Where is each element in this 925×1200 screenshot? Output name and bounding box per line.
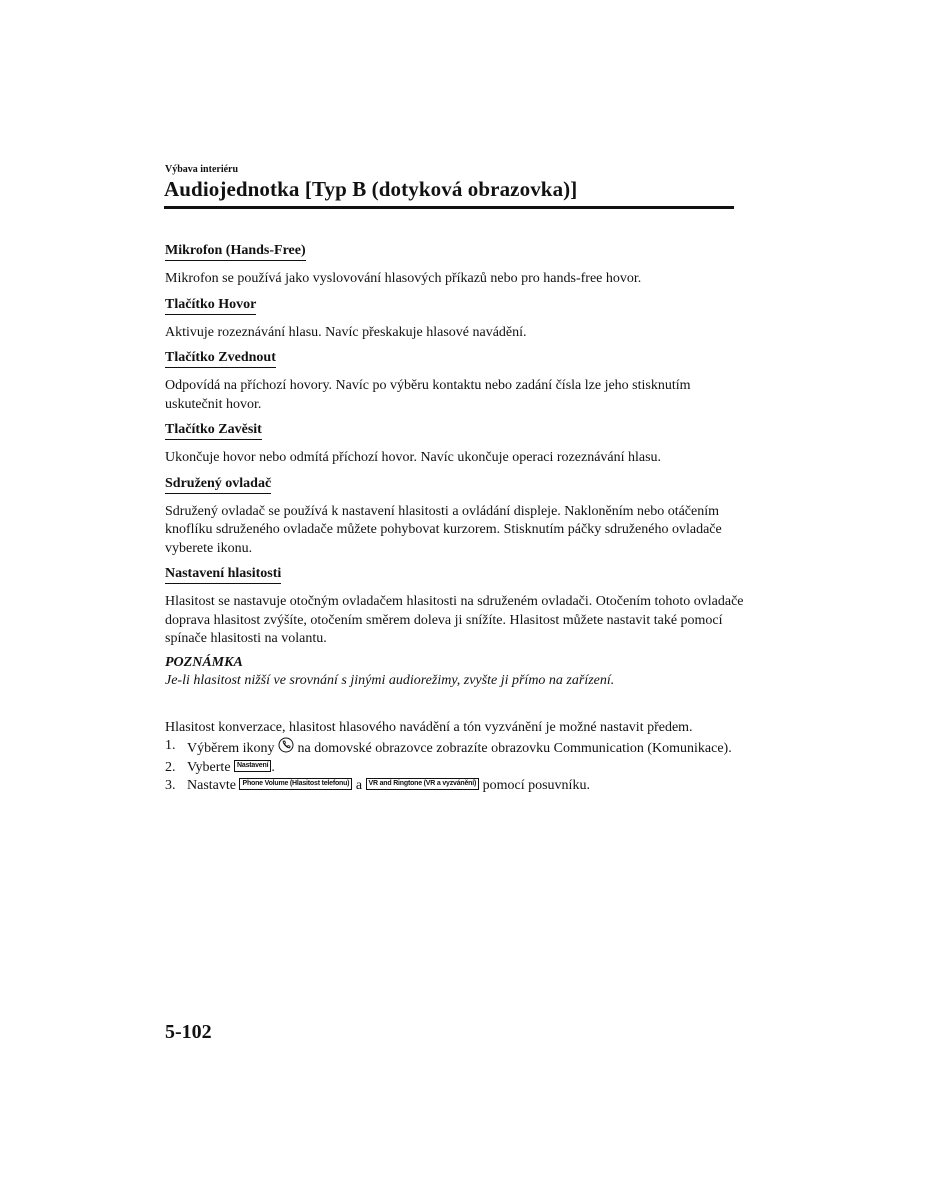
settings-button[interactable]: Nastavení xyxy=(234,760,271,772)
page-number: 5-102 xyxy=(165,1021,212,1043)
section-text: Odpovídá na příchozí hovory. Navíc po výběru kontaktu nebo zadání čísla lze jeho stisknutím uskutečnit hovor. xyxy=(165,378,691,412)
section-heading: Tlačítko Zvednout xyxy=(165,350,276,368)
section-text: Mikrofon se používá jako vyslovování hlasových příkazů nebo pro hands-free hovor. xyxy=(165,271,642,286)
section-hangup-button xyxy=(165,421,745,468)
intro-text: Hlasitost konverzace, hlasitost hlasového navádění a tón vyzvánění je možné nastavit předem. xyxy=(165,719,693,735)
phone-icon xyxy=(278,737,294,753)
section-text: Aktivuje rozeznávání hlasu. Navíc přeskakuje hlasové navádění. xyxy=(165,324,527,340)
step-text: Vyberte xyxy=(187,759,235,775)
vr-ringtone-button[interactable]: VR and Ringtone (VR a vyzvánění) xyxy=(366,778,480,790)
phone-volume-button[interactable]: Phone Volume (Hlasitost telefonu) xyxy=(239,778,352,790)
content-body xyxy=(165,242,745,796)
section-heading: Mikrofon (Hands-Free) xyxy=(165,243,306,261)
list-item xyxy=(165,737,745,759)
section-text: Ukončuje hovor nebo odmítá příchozí hovor. Navíc ukončuje operaci rozeznávání hlasu. xyxy=(165,450,662,465)
section-talk-button xyxy=(165,296,745,343)
title-rule xyxy=(164,206,734,209)
section-heading: Nastavení hlasitosti xyxy=(165,566,281,584)
section-pickup-button xyxy=(165,349,745,414)
step-number: 2. xyxy=(165,759,176,775)
section-heading: Sdružený ovladač xyxy=(165,476,271,494)
list-item xyxy=(165,777,745,796)
section-volume xyxy=(165,565,745,649)
step-text: na domovské obrazovce zobrazíte obrazovku Communication (Komunikace). xyxy=(293,741,732,756)
chapter-label: Výbava interiéru xyxy=(165,164,239,175)
section-text: Hlasitost se nastavuje otočným ovladačem hlasitosti na sdruženém ovladači. Otočením tohoto ovladače doprava hlasitost zvýšíte, otočením směrem doleva ji snížíte. Hlasitost můžete nastavit také pomocí spínače hlasitosti na volantu. xyxy=(165,594,744,646)
section-text: Sdružený ovladač se používá k nastavení hlasitosti a ovládání displeje. Nakloněním nebo otáčením knoflíku sdruženého ovladače můžete pohybovat kurzorem. Stisknutím páčky sdruženého ovladače vyberete ikonu. xyxy=(165,503,722,556)
step-number: 1. xyxy=(165,738,176,753)
step-number: 3. xyxy=(165,778,176,793)
steps-list xyxy=(165,737,745,796)
section-microphone xyxy=(165,242,745,289)
section-commander xyxy=(165,475,745,559)
page-title: Audiojednotka [Typ B (dotyková obrazovka)] xyxy=(164,177,578,201)
step-text: Nastavte xyxy=(187,778,240,793)
step-text: pomocí posuvníku. xyxy=(479,778,590,793)
step-text: . xyxy=(271,759,275,775)
section-heading: Tlačítko Hovor xyxy=(165,297,256,315)
note-text: Je-li hlasitost nižší ve srovnání s jinými audiorežimy, zvyšte ji přímo na zařízení. xyxy=(165,673,615,688)
list-item xyxy=(165,759,745,778)
step-text: Výběrem ikony xyxy=(187,741,278,756)
step-text: a xyxy=(352,778,366,793)
note-title: POZNÁMKA xyxy=(165,654,243,670)
section-heading: Tlačítko Zavěsit xyxy=(165,422,262,440)
